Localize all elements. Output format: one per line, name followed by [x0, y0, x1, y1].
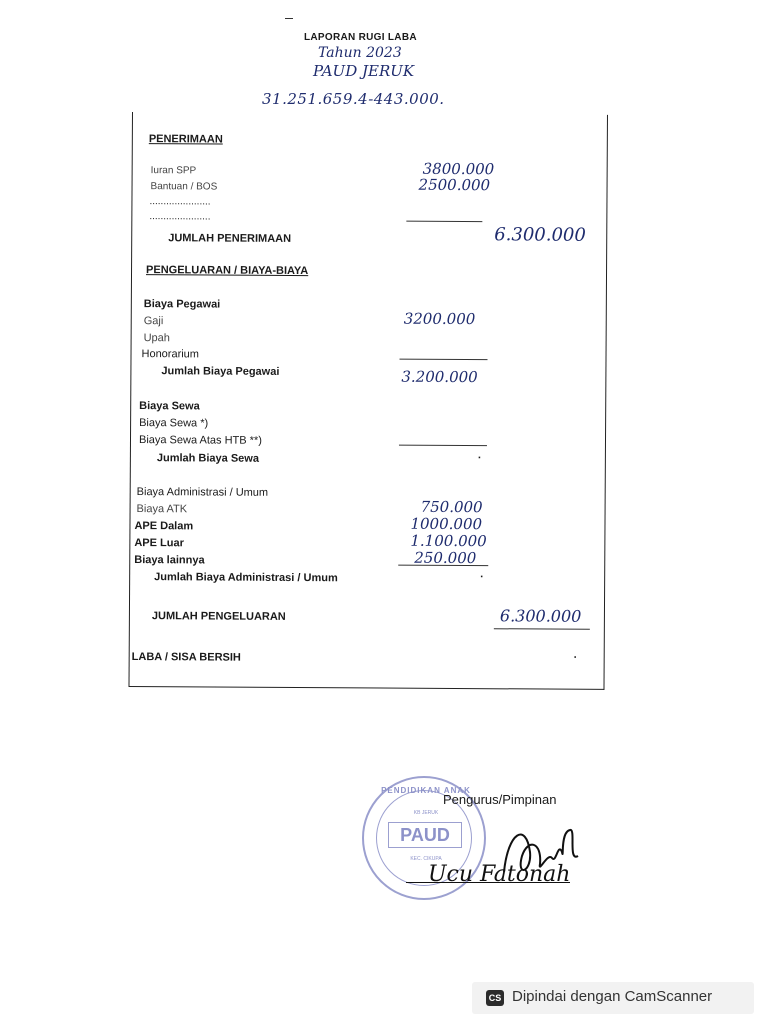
subtotal-line [399, 445, 487, 447]
subtotal-line [399, 359, 487, 361]
admin-cost-total-label: Jumlah Biaya Administrasi / Umum [154, 571, 338, 585]
staff-cost-total-value: 3.200.000 [401, 367, 478, 387]
income-item-label: Bantuan / BOS [150, 181, 218, 193]
rent-cost-total-label: Jumlah Biaya Sewa [156, 452, 260, 465]
tax-id-line: 31.251.659.4-443.000. [262, 90, 445, 108]
admin-cost-item-label: APE Luar [134, 537, 184, 550]
admin-cost-item-value: 750.000 [420, 497, 483, 517]
stamp-small-bottom: KEC. CIKUPA [410, 856, 442, 862]
admin-cost-item-label: Biaya lainnya [134, 554, 205, 567]
staff-cost-item-label: Honorarium [141, 348, 200, 361]
report-year: Tahun 2023 [318, 45, 402, 61]
profit-label: LABA / SISA BERSIH [131, 651, 241, 664]
income-total-value: 6.300.000 [494, 224, 586, 246]
admin-cost-item-value: 250.000 [414, 548, 477, 568]
scanner-watermark [472, 982, 754, 1014]
staff-cost-item-value: 3200.000 [403, 309, 476, 329]
scanner-watermark-text: Dipindai dengan CamScanner [512, 988, 713, 1005]
total-underline [494, 628, 590, 630]
admin-cost-item-value: 1.100.000 [410, 531, 487, 551]
staff-cost-total-label: Jumlah Biaya Pegawai [161, 365, 280, 378]
stamp-small-top: KB JERUK [413, 810, 439, 816]
staff-cost-item-label: Upah [143, 332, 170, 345]
income-heading: PENERIMAAN [148, 133, 223, 146]
report-table [128, 112, 608, 690]
scan-mark [285, 18, 293, 19]
rent-cost-heading: Biaya Sewa [139, 400, 200, 413]
expenses-total-label: JUMLAH PENGELUARAN [151, 610, 286, 623]
stamp-center-text: PAUD [388, 822, 462, 848]
signatory-name: Ucu Fatonah [428, 862, 571, 887]
staff-cost-heading: Biaya Pegawai [143, 298, 221, 311]
rent-cost-item-label: Biaya Sewa *) [139, 417, 209, 430]
expenses-total-value: 6.300.000 [499, 606, 582, 626]
stamp-arc-text: PENDIDIKAN ANAK [381, 786, 471, 795]
subtotal-line [406, 221, 482, 222]
report-title: LAPORAN RUGI LABA [304, 32, 417, 43]
income-total-label: JUMLAH PENERIMAAN [168, 232, 292, 245]
camscanner-logo-icon: CS [486, 990, 504, 1006]
income-item-blank: ...................... [149, 211, 211, 223]
blank-mark: · [573, 651, 578, 664]
income-item-blank: ...................... [149, 196, 211, 208]
admin-cost-item-value: 1000.000 [410, 514, 483, 534]
admin-cost-item-label: Biaya ATK [136, 503, 188, 516]
expenses-heading: PENGELUARAN / BIAYA-BIAYA [145, 264, 309, 278]
blank-mark: · [477, 452, 482, 465]
staff-cost-item-label: Gaji [143, 315, 164, 328]
organization-name: PAUD JERUK [313, 62, 415, 80]
signature-underline [406, 882, 570, 883]
income-item-value: 2500.000 [418, 175, 491, 195]
admin-cost-item-label: APE Dalam [134, 520, 194, 533]
income-item-label: Iuran SPP [150, 165, 197, 177]
admin-cost-heading: Biaya Administrasi / Umum [136, 486, 269, 499]
rent-cost-item-label: Biaya Sewa Atas HTB **) [138, 434, 262, 447]
signatory-role: Pengurus/Pimpinan [443, 792, 557, 807]
blank-mark: · [480, 571, 484, 584]
income-item-value: 3800.000 [422, 159, 495, 179]
